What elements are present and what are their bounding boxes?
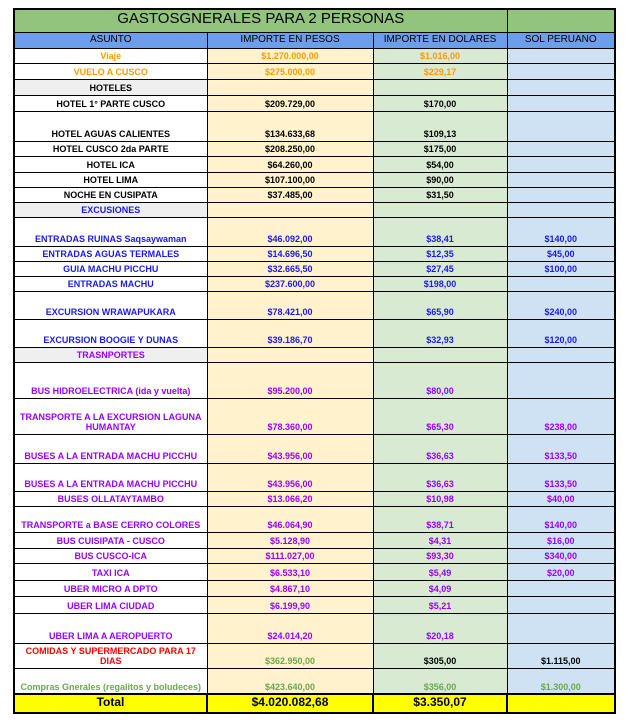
cell-dolares[interactable]: $109,13 [373,111,507,141]
table-row [14,141,615,156]
cell-sol[interactable] [507,95,615,111]
cell-sol[interactable] [507,63,615,79]
cell-asunto[interactable]: TAXI ICA [14,563,207,580]
cell-dolares[interactable]: $4,09 [373,580,507,596]
table-row [14,362,615,398]
table-title[interactable]: GASTOSGNERALES PARA 2 PERSONAS [14,9,507,32]
cell-pesos[interactable]: $362.950,00 [207,643,373,668]
cell-dolares[interactable]: $10,98 [373,491,507,506]
cell-asunto[interactable]: EXCUSIONES [14,202,207,217]
cell-pesos[interactable]: $13.066,20 [207,491,373,506]
cell-pesos[interactable] [207,202,373,217]
cell-dolares[interactable]: $80,00 [373,362,507,398]
table-row [14,580,615,596]
cell-asunto[interactable]: HOTEL CUSCO 2da PARTE [14,141,207,156]
cell-pesos[interactable]: $6.199,90 [207,596,373,613]
cell-dolares[interactable]: $20,18 [373,613,507,643]
cell-pesos[interactable]: $6.533,10 [207,563,373,580]
cell-dolares[interactable]: $65,30 [373,398,507,434]
column-header-dolares[interactable]: IMPORTE EN DOLARES [373,32,507,48]
cell-sol[interactable]: $40,00 [507,491,615,506]
table-row [14,563,615,580]
cell-asunto[interactable]: HOTEL AGUAS CALIENTES [14,111,207,141]
cell-asunto[interactable]: UBER LIMA A AEROPUERTO [14,613,207,643]
cell-sol[interactable]: $340,00 [507,548,615,563]
cell-sol[interactable]: $1.115,00 [507,643,615,668]
cell-sol[interactable]: $140,00 [507,506,615,532]
cell-asunto[interactable]: Viaje [14,48,207,63]
cell-dolares[interactable] [373,347,507,362]
cell-asunto[interactable]: Compras Gnerales (regalitos y boludeces) [14,668,207,694]
cell-dolares[interactable]: $3.350,07 [373,694,507,713]
cell-asunto[interactable]: HOTELES [14,79,207,95]
table-row [14,63,615,79]
table-row [14,398,615,434]
expenses-table [13,8,616,714]
cell-pesos[interactable]: $24.014,20 [207,613,373,643]
title-row [14,9,615,32]
cell-dolares[interactable]: $356,00 [373,668,507,694]
cell-dolares[interactable] [373,79,507,95]
cell-dolares[interactable]: $90,00 [373,172,507,187]
cell-dolares[interactable]: $38,71 [373,506,507,532]
cell-asunto[interactable]: BUS CUISIPATA - CUSCO [14,532,207,548]
cell-sol[interactable] [507,596,615,613]
cell-sol[interactable]: $133,50 [507,434,615,463]
cell-dolares[interactable]: $32,93 [373,319,507,347]
table-row [14,217,615,246]
cell-asunto[interactable]: COMIDAS Y SUPERMERCADO PARA 17 DIAS [14,643,207,668]
cell-pesos[interactable]: $134.633,68 [207,111,373,141]
table-row [14,463,615,491]
cell-asunto[interactable]: BUSES A LA ENTRADA MACHU PICCHU [14,434,207,463]
cell-dolares[interactable]: $65,90 [373,291,507,319]
table-row [14,532,615,548]
table-row [14,48,615,63]
cell-sol[interactable] [507,694,615,713]
table-row [14,276,615,291]
cell-dolares[interactable]: $198,00 [373,276,507,291]
cell-sol[interactable]: $140,00 [507,217,615,246]
cell-sol[interactable] [507,613,615,643]
cell-pesos[interactable]: $39.186,70 [207,319,373,347]
table-row [14,596,615,613]
cell-asunto[interactable]: BUS HIDROELECTRICA (ida y vuelta) [14,362,207,398]
cell-asunto[interactable]: Total [14,694,207,713]
cell-pesos[interactable]: $64.260,00 [207,156,373,172]
cell-pesos[interactable]: $46.064,90 [207,506,373,532]
cell-sol[interactable] [507,276,615,291]
cell-asunto[interactable]: TRANSPORTE a BASE CERRO COLORES [14,506,207,532]
cell-sol[interactable] [507,172,615,187]
cell-asunto[interactable]: TRANSPORTE A LA EXCURSION LAGUNA HUMANTAY [14,398,207,434]
cell-pesos[interactable]: $237.600,00 [207,276,373,291]
cell-asunto[interactable]: ENTRADAS RUINAS Saqsaywaman [14,217,207,246]
column-header-asunto[interactable]: ASUNTO [14,32,207,48]
column-header-pesos[interactable]: IMPORTE EN PESOS [207,32,373,48]
cell-pesos[interactable]: $111.027,00 [207,548,373,563]
cell-pesos[interactable]: $14.696,50 [207,246,373,261]
column-header-row [14,32,615,48]
title-side-cell[interactable] [507,9,615,32]
total-row [14,694,615,713]
cell-dolares[interactable]: $5,49 [373,563,507,580]
cell-asunto[interactable]: EXCURSION BOOGIE Y DUNAS [14,319,207,347]
table-row [14,291,615,319]
table-row [14,319,615,347]
cell-dolares[interactable]: $4,31 [373,532,507,548]
cell-asunto[interactable]: TRASNPORTES [14,347,207,362]
cell-pesos[interactable]: $209.729,00 [207,95,373,111]
cell-pesos[interactable]: $43.956,00 [207,463,373,491]
table-row [14,506,615,532]
cell-pesos[interactable]: $78.421,00 [207,291,373,319]
cell-sol[interactable]: $16,00 [507,532,615,548]
cell-sol[interactable] [507,362,615,398]
cell-sol[interactable] [507,141,615,156]
cell-dolares[interactable]: $12,35 [373,246,507,261]
cell-asunto[interactable]: ENTRADAS MACHU [14,276,207,291]
cell-pesos[interactable] [207,347,373,362]
cell-asunto[interactable]: HOTEL 1° PARTE CUSCO [14,95,207,111]
cell-pesos[interactable]: $107.100,00 [207,172,373,187]
cell-sol[interactable] [507,347,615,362]
cell-sol[interactable]: $45,00 [507,246,615,261]
table-row [14,79,615,95]
cell-asunto[interactable]: VUELO A CUSCO [14,63,207,79]
cell-dolares[interactable]: $36,63 [373,463,507,491]
cell-pesos[interactable]: $78.360,00 [207,398,373,434]
cell-pesos[interactable]: $4.867,10 [207,580,373,596]
cell-pesos[interactable]: $275.000,00 [207,63,373,79]
table-row [14,246,615,261]
cell-asunto[interactable]: UBER MICRO A DPTO [14,580,207,596]
table-row [14,156,615,172]
table-row [14,202,615,217]
cell-sol[interactable] [507,111,615,141]
cell-pesos[interactable]: $43.956,00 [207,434,373,463]
cell-dolares[interactable]: $93,30 [373,548,507,563]
cell-sol[interactable] [507,156,615,172]
cell-sol[interactable]: $133,50 [507,463,615,491]
cell-pesos[interactable] [207,79,373,95]
cell-pesos[interactable]: $1.270.000,00 [207,48,373,63]
table-row [14,172,615,187]
cell-asunto[interactable]: HOTEL ICA [14,156,207,172]
cell-dolares[interactable]: $36,63 [373,434,507,463]
cell-asunto[interactable]: BUSES A LA ENTRADA MACHU PICCHU [14,463,207,491]
cell-dolares[interactable]: $31,50 [373,187,507,202]
cell-sol[interactable] [507,580,615,596]
table-row [14,187,615,202]
cell-sol[interactable]: $20,00 [507,563,615,580]
table-row [14,548,615,563]
cell-dolares[interactable]: $175,00 [373,141,507,156]
cell-asunto[interactable]: BUS CUSCO-ICA [14,548,207,563]
cell-sol[interactable] [507,187,615,202]
table-row [14,261,615,276]
cell-asunto[interactable]: GUIA MACHU PICCHU [14,261,207,276]
cell-dolares[interactable]: $27,45 [373,261,507,276]
table-row [14,643,615,668]
cell-asunto[interactable]: BUSES OLLATAYTAMBO [14,491,207,506]
cell-sol[interactable]: $238,00 [507,398,615,434]
cell-dolares[interactable]: $5,21 [373,596,507,613]
cell-pesos[interactable]: $4.020.082,68 [207,694,373,713]
table-row [14,111,615,141]
table-row [14,668,615,694]
cell-dolares[interactable]: $54,00 [373,156,507,172]
cell-dolares[interactable]: $305,00 [373,643,507,668]
table-row [14,491,615,506]
cell-asunto[interactable]: NOCHE EN CUSIPATA [14,187,207,202]
column-header-sol[interactable]: SOL PERUANO [507,32,615,48]
cell-pesos[interactable]: $423.640,00 [207,668,373,694]
cell-sol[interactable]: $120,00 [507,319,615,347]
cell-pesos[interactable]: $46.092,00 [207,217,373,246]
cell-pesos[interactable]: $208.250,00 [207,141,373,156]
table-row [14,347,615,362]
cell-dolares[interactable] [373,202,507,217]
cell-sol[interactable]: $100,00 [507,261,615,276]
table-row [14,613,615,643]
cell-sol[interactable] [507,202,615,217]
cell-asunto[interactable]: ENTRADAS AGUAS TERMALES [14,246,207,261]
cell-pesos[interactable]: $5.128,90 [207,532,373,548]
cell-sol[interactable] [507,79,615,95]
cell-dolares[interactable]: $229,17 [373,63,507,79]
cell-pesos[interactable]: $32.665,50 [207,261,373,276]
cell-asunto[interactable]: UBER LIMA CIUDAD [14,596,207,613]
cell-sol[interactable]: $1.300,00 [507,668,615,694]
cell-sol[interactable]: $240,00 [507,291,615,319]
table-row [14,95,615,111]
cell-asunto[interactable]: EXCURSION WRAWAPUKARA [14,291,207,319]
cell-dolares[interactable]: $170,00 [373,95,507,111]
cell-sol[interactable] [507,48,615,63]
cell-pesos[interactable]: $37.485,00 [207,187,373,202]
cell-asunto[interactable]: HOTEL LIMA [14,172,207,187]
cell-pesos[interactable]: $95.200,00 [207,362,373,398]
table-row [14,434,615,463]
cell-dolares[interactable]: $38,41 [373,217,507,246]
cell-dolares[interactable]: $1.016,00 [373,48,507,63]
